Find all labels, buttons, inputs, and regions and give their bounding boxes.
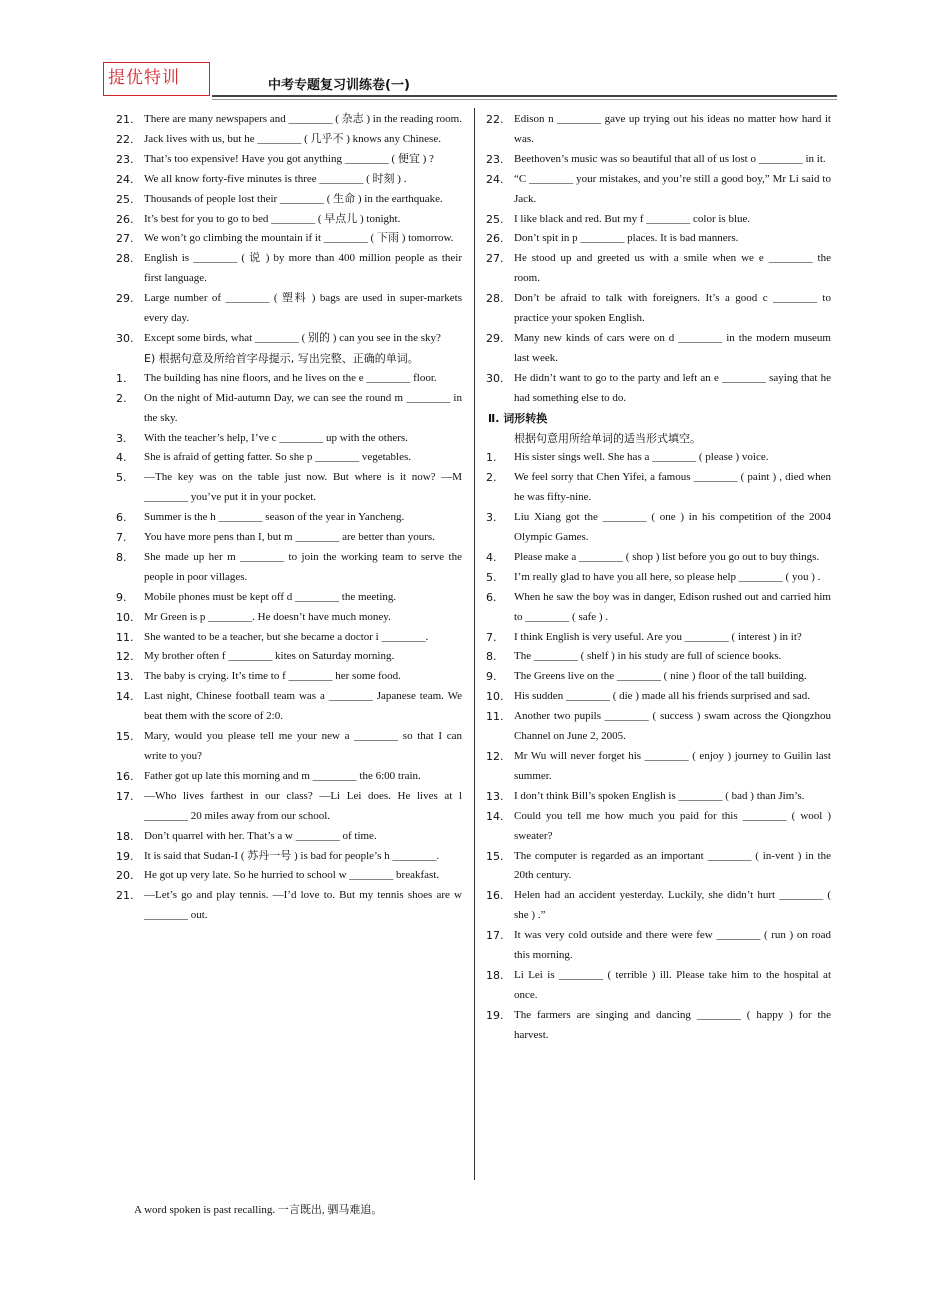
item-text: His sudden ________ ( die ) made all his friends surprised and sad. bbox=[514, 690, 811, 703]
item-text: It is said that Sudan-I ( 苏丹一号 ) is bad for people’s h ________. bbox=[144, 849, 440, 862]
item-text: The farmers are singing and dancing ________ ( happy ) for the harvest. bbox=[514, 1008, 831, 1041]
item-number: 28. bbox=[116, 252, 134, 266]
item-text: Don’t spit in p ________ places. It is bad manners. bbox=[514, 232, 739, 245]
item-text: I like black and red. But my f ________ color is blue. bbox=[514, 212, 751, 225]
item-text: He didn’t want to go to the party and left an e ________ saying that he had something else to do. bbox=[514, 371, 831, 404]
item-text: We all know forty-five minutes is three ________ ( 时刻 ) . bbox=[144, 172, 407, 185]
exercise-item bbox=[486, 448, 831, 468]
item-text: We feel sorry that Chen Yifei, a famous ________ ( paint ) , died when he was fifty-nine. bbox=[514, 471, 831, 504]
item-text: Thousands of people lost their ________ ( 生命 ) in the earthquake. bbox=[144, 192, 443, 205]
item-number: 11. bbox=[486, 710, 504, 724]
exercise-item bbox=[116, 866, 462, 886]
item-number: 29. bbox=[486, 331, 504, 345]
exercise-item bbox=[486, 508, 831, 548]
item-text: —Who lives farthest in our class? —Li Lei does. He lives at l ________ 20 miles away from our school. bbox=[144, 789, 462, 822]
item-number: 23. bbox=[116, 152, 134, 166]
item-text: Don’t quarrel with her. That’s a w ________ of time. bbox=[144, 829, 377, 842]
item-number: 7. bbox=[486, 630, 497, 644]
item-number: 14. bbox=[486, 809, 504, 823]
item-number: 21. bbox=[116, 113, 134, 126]
item-text: Many new kinds of cars were on d ________ in the modern museum last week. bbox=[514, 331, 831, 364]
exercise-item bbox=[116, 727, 462, 767]
item-number: 12. bbox=[116, 650, 134, 664]
item-text: Mr Wu will never forget his ________ ( enjoy ) journey to Guilin last summer. bbox=[514, 750, 831, 782]
item-number: 22. bbox=[116, 132, 134, 146]
exercise-item bbox=[116, 827, 462, 847]
item-number: 18. bbox=[116, 829, 134, 843]
exercise-item bbox=[116, 687, 462, 727]
item-text: She wanted to be a teacher, but she became a doctor i ________. bbox=[144, 630, 429, 643]
exercise-item bbox=[116, 448, 462, 468]
item-text: He got up very late. So he hurried to school w ________ breakfast. bbox=[144, 869, 440, 882]
item-text: That’s too expensive! Have you got anything ________ ( 便宜 ) ? bbox=[144, 152, 434, 165]
page-title: 中考专题复习训练卷(一) bbox=[268, 78, 410, 93]
item-text: He stood up and greeted us with a smile when we e ________ the room. bbox=[514, 252, 831, 285]
exercise-item bbox=[116, 508, 462, 528]
footer-proverb: A word spoken is past recalling. 一言既出, 驷马难追。 bbox=[134, 1204, 383, 1216]
exercise-item bbox=[486, 628, 831, 648]
header-rule bbox=[212, 95, 837, 97]
exercise-item bbox=[116, 847, 462, 867]
exercise-item bbox=[486, 249, 831, 289]
item-text: I think English is very useful. Are you ________ ( interest ) in it? bbox=[514, 630, 802, 643]
section-heading: 根据句意用所给单词的适当形式填空。 bbox=[514, 431, 701, 445]
exercise-item bbox=[116, 190, 462, 210]
item-text: Except some birds, what ________ ( 别的 ) can you see in the sky? bbox=[144, 331, 441, 344]
item-text: Mary, would you please tell me your new a ________ so that I can write to you? bbox=[144, 730, 462, 762]
exercise-item bbox=[116, 548, 462, 588]
item-text: It was very cold outside and there were few ________ ( run ) on road this morning. bbox=[514, 929, 831, 962]
item-number: 15. bbox=[116, 730, 134, 744]
exercise-item bbox=[486, 966, 831, 1006]
exercise-item bbox=[486, 110, 831, 150]
item-text: She is afraid of getting fatter. So she p ________ vegetables. bbox=[144, 451, 411, 464]
item-number: 6. bbox=[116, 511, 127, 525]
item-number: 13. bbox=[116, 670, 134, 684]
item-number: 4. bbox=[116, 451, 127, 465]
item-number: 16. bbox=[116, 769, 134, 783]
item-number: 10. bbox=[116, 610, 134, 624]
item-text: Mobile phones must be kept off d ________ the meeting. bbox=[144, 590, 397, 603]
item-text: You have more pens than I, but m ________ are better than yours. bbox=[144, 531, 435, 544]
item-number: 19. bbox=[486, 1008, 504, 1022]
exercise-item bbox=[486, 548, 831, 568]
exercise-item bbox=[486, 568, 831, 588]
item-text: There are many newspapers and ________ ( 杂志 ) in the reading room. bbox=[144, 113, 462, 125]
item-text: English is ________ ( 说 ) by more than 400 million people as their first language. bbox=[144, 252, 462, 285]
item-text: On the night of Mid-autumn Day, we can see the round m ________ in the sky. bbox=[144, 391, 462, 424]
item-number: 30. bbox=[116, 331, 134, 345]
exercise-item bbox=[116, 628, 462, 648]
right-column bbox=[486, 110, 831, 1046]
item-number: 26. bbox=[486, 232, 504, 246]
exercise-item bbox=[116, 130, 462, 150]
item-number: 22. bbox=[486, 113, 504, 126]
item-number: 30. bbox=[486, 371, 504, 385]
item-text: I don’t think Bill’s spoken English is ________ ( bad ) than Jim’s. bbox=[514, 789, 805, 802]
item-text: The computer is regarded as an important ________ ( in-vent ) in the 20th century. bbox=[514, 849, 831, 882]
exercise-item bbox=[486, 329, 831, 369]
exercise-item bbox=[116, 468, 462, 508]
item-text: Jack lives with us, but he ________ ( 几乎不 ) knows any Chinese. bbox=[144, 132, 441, 145]
item-text: The baby is crying. It’s time to f ________ her some food. bbox=[144, 670, 401, 683]
item-text: The Greens live on the ________ ( nine ) floor of the tall building. bbox=[514, 670, 807, 683]
exercise-item bbox=[116, 608, 462, 628]
item-number: 9. bbox=[486, 670, 497, 684]
item-number: 11. bbox=[116, 630, 134, 644]
item-number: 3. bbox=[116, 431, 127, 445]
item-number: 28. bbox=[486, 292, 504, 306]
item-text: Don’t be afraid to talk with foreigners. It’s a good c ________ to practice your spoken English. bbox=[514, 292, 831, 325]
item-number: 15. bbox=[486, 849, 504, 863]
item-number: 1. bbox=[116, 371, 127, 385]
item-text: The ________ ( shelf ) in his study are full of science books. bbox=[514, 650, 782, 663]
exercise-item bbox=[116, 249, 462, 289]
exercise-item bbox=[116, 886, 462, 926]
item-number: 14. bbox=[116, 690, 134, 704]
exercise-item bbox=[486, 926, 831, 966]
exercise-item bbox=[486, 369, 831, 409]
exercise-item bbox=[116, 389, 462, 429]
item-number: 27. bbox=[486, 252, 504, 266]
item-number: 10. bbox=[486, 690, 504, 704]
exercise-item bbox=[486, 707, 831, 747]
exercise-item bbox=[486, 687, 831, 707]
item-text: When he saw the boy was in danger, Edison rushed out and carried him to ________ ( safe ) . bbox=[514, 590, 831, 623]
item-number: 1. bbox=[486, 451, 497, 465]
item-text: Mr Green is p ________. He doesn’t have much money. bbox=[144, 610, 391, 623]
exercise-item bbox=[486, 170, 831, 210]
item-text: —Let’s go and play tennis. —I’d love to. But my tennis shoes are w ________ out. bbox=[144, 889, 462, 922]
item-text: Liu Xiang got the ________ ( one ) in his competition of the 2004 Olympic Games. bbox=[514, 511, 831, 544]
exercise-item bbox=[116, 110, 462, 130]
item-text: His sister sings well. She has a ________ ( please ) voice. bbox=[514, 451, 769, 464]
item-number: 7. bbox=[116, 531, 127, 545]
item-number: 24. bbox=[486, 172, 504, 186]
item-text: With the teacher’s help, I’ve c ________ up with the others. bbox=[144, 431, 408, 444]
item-text: The building has nine floors, and he lives on the e ________ floor. bbox=[144, 371, 437, 384]
exercise-item bbox=[486, 667, 831, 687]
item-number: 26. bbox=[116, 212, 134, 226]
column-divider bbox=[474, 108, 475, 1180]
item-number: 6. bbox=[486, 590, 497, 604]
item-number: 12. bbox=[486, 750, 504, 763]
stamp-box: 提优特训 bbox=[103, 62, 210, 96]
exercise-item bbox=[486, 210, 831, 230]
item-text: Please make a ________ ( shop ) list before you go out to buy things. bbox=[514, 550, 820, 563]
exercise-item bbox=[486, 747, 831, 787]
exercise-item bbox=[486, 647, 831, 667]
item-number: 29. bbox=[116, 292, 134, 306]
section-heading: E) 根据句意及所给首字母提示, 写出完整、正确的单词。 bbox=[144, 351, 419, 365]
exercise-item bbox=[486, 1006, 831, 1046]
item-number: 5. bbox=[116, 471, 127, 485]
item-number: 17. bbox=[486, 929, 504, 943]
exercise-item bbox=[486, 588, 831, 628]
item-text: Beethoven’s music was so beautiful that all of us lost o ________ in it. bbox=[514, 152, 826, 165]
exercise-item bbox=[486, 847, 831, 887]
item-number: 3. bbox=[486, 511, 497, 525]
section-heading: Ⅱ. 词形转换 bbox=[488, 411, 548, 425]
item-text: Father got up late this morning and m ________ the 6:00 train. bbox=[144, 769, 421, 782]
item-number: 20. bbox=[116, 869, 134, 883]
exercise-item bbox=[116, 647, 462, 667]
exercise-item bbox=[116, 210, 462, 230]
exercise-item bbox=[116, 528, 462, 548]
item-text: Last night, Chinese football team was a ________ Japanese team. We beat them with the score of 2:0. bbox=[144, 690, 462, 723]
exercise-item bbox=[486, 807, 831, 847]
exercise-item bbox=[116, 588, 462, 608]
item-number: 2. bbox=[486, 471, 497, 485]
item-text: Summer is the h ________ season of the year in Yancheng. bbox=[144, 511, 405, 524]
exercise-item bbox=[116, 170, 462, 190]
item-text: I’m really glad to have you all here, so please help ________ ( you ) . bbox=[514, 570, 821, 583]
item-text: Li Lei is ________ ( terrible ) ill. Please take him to the hospital at once. bbox=[514, 968, 831, 1001]
exercise-item bbox=[486, 289, 831, 329]
item-number: 21. bbox=[116, 889, 134, 903]
item-text: —The key was on the table just now. But where is it now? —M ________ you’ve put it in your pocket. bbox=[144, 471, 462, 504]
header-rule-thin bbox=[212, 99, 837, 100]
exercise-item bbox=[116, 429, 462, 449]
exercise-item bbox=[486, 787, 831, 807]
item-number: 27. bbox=[116, 232, 134, 246]
item-number: 13. bbox=[486, 789, 504, 803]
exercise-item bbox=[116, 289, 462, 329]
item-text: Edison n ________ gave up trying out his ideas no matter how hard it was. bbox=[514, 113, 831, 145]
exercise-item bbox=[486, 229, 831, 249]
item-number: 5. bbox=[486, 570, 497, 584]
item-text: It’s best for you to go to bed ________ ( 早点儿 ) tonight. bbox=[144, 212, 401, 225]
item-number: 16. bbox=[486, 889, 504, 903]
item-number: 2. bbox=[116, 391, 127, 405]
item-number: 8. bbox=[486, 650, 497, 664]
item-number: 23. bbox=[486, 152, 504, 166]
item-number: 9. bbox=[116, 590, 127, 604]
item-text: Large number of ________ ( 塑料 ) bags are used in super-markets every day. bbox=[144, 292, 462, 325]
exercise-item bbox=[116, 229, 462, 249]
left-column bbox=[116, 110, 462, 926]
item-number: 24. bbox=[116, 172, 134, 186]
item-text: “C ________ your mistakes, and you’re still a good boy,” Mr Li said to Jack. bbox=[514, 172, 831, 205]
exercise-item bbox=[486, 150, 831, 170]
item-number: 25. bbox=[486, 212, 504, 226]
exercise-item bbox=[116, 150, 462, 170]
exercise-item bbox=[116, 787, 462, 827]
item-number: 4. bbox=[486, 550, 497, 564]
exercise-item bbox=[116, 329, 462, 349]
exercise-item bbox=[486, 468, 831, 508]
exercise-item bbox=[486, 886, 831, 926]
item-text: Helen had an accident yesterday. Luckily, she didn’t hurt ________ ( she ) .” bbox=[514, 889, 831, 922]
exercise-item bbox=[116, 767, 462, 787]
item-number: 18. bbox=[486, 968, 504, 982]
item-number: 19. bbox=[116, 849, 134, 863]
exercise-item bbox=[116, 369, 462, 389]
exercise-item bbox=[116, 667, 462, 687]
item-number: 25. bbox=[116, 192, 134, 206]
item-text: Another two pupils ________ ( success ) swam across the Qiongzhou Channel on June 2, 2005. bbox=[514, 710, 831, 743]
item-number: 8. bbox=[116, 550, 127, 564]
item-text: We won’t go climbing the mountain if it ________ ( 下雨 ) tomorrow. bbox=[144, 232, 454, 245]
item-number: 17. bbox=[116, 789, 134, 803]
item-text: Could you tell me how much you paid for this ________ ( wool ) sweater? bbox=[514, 809, 831, 842]
item-text: My brother often f ________ kites on Saturday morning. bbox=[144, 650, 395, 663]
item-text: She made up her m ________ to join the working team to serve the people in poor villages. bbox=[144, 550, 462, 583]
